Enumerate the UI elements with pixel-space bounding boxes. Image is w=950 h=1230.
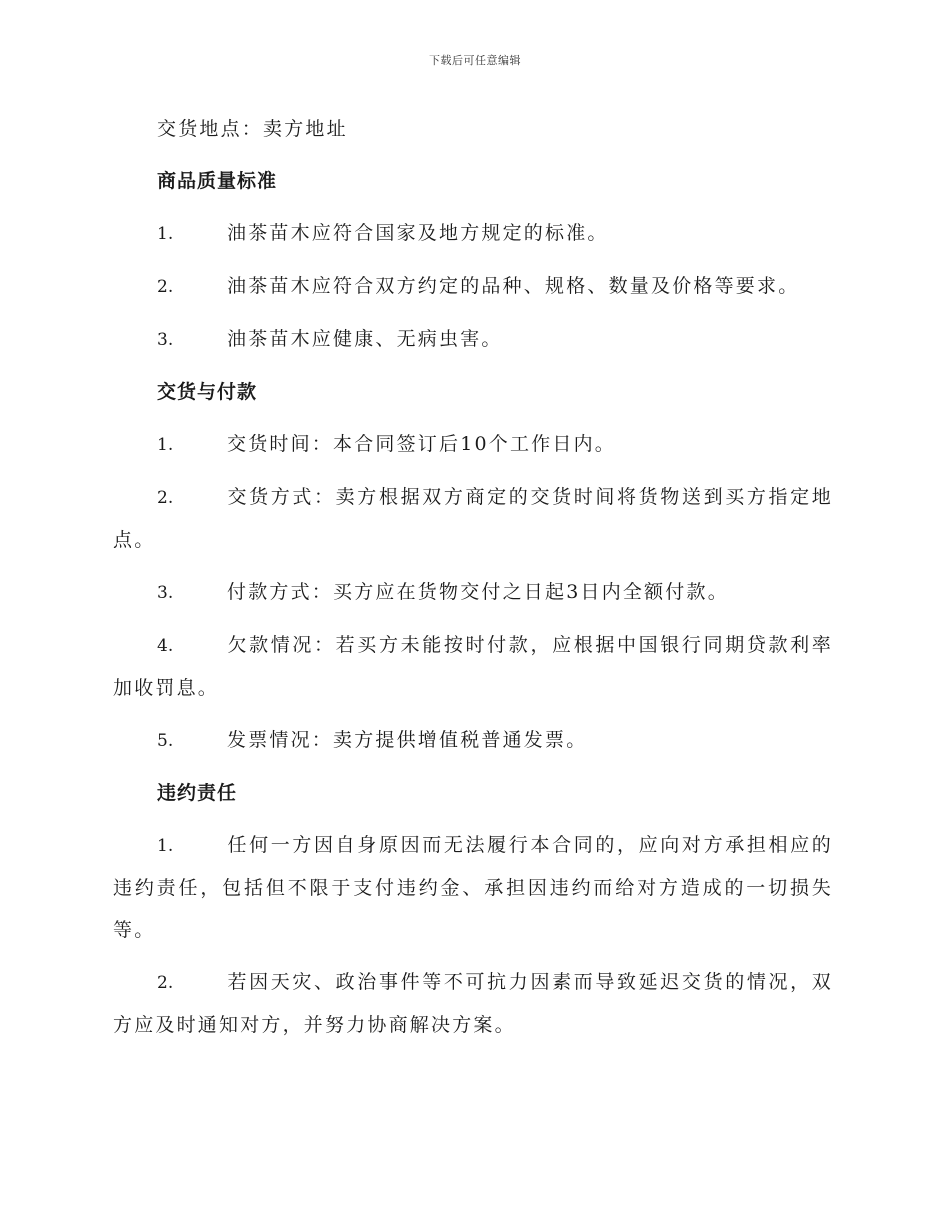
item-number: 4. [157,636,174,656]
item-text: 付款方式：买方应在货物交付之日起3日内全额付款。 [227,581,729,603]
quality-item-1 [113,212,833,255]
section-title-liability: 违约责任 [157,782,238,804]
item-number: 2. [157,488,174,508]
section-title-delivery-payment: 交货与付款 [157,381,258,403]
document-body [113,108,833,1056]
delivery-item-4 [113,624,833,709]
item-text: 油茶苗木应符合国家及地方规定的标准。 [227,222,609,244]
item-text: 任何一方因自身原因而无法履行本合同的，应向对方承担相应的违约责任，包括但不限于支付违约金、承担因违约而给对方造成的一切损失等。 [113,834,833,941]
delivery-item-2 [113,476,833,561]
item-text: 油茶苗木应符合双方约定的品种、规格、数量及价格等要求。 [227,275,800,297]
item-text: 交货方式：卖方根据双方商定的交货时间将货物送到买方指定地点。 [113,486,833,551]
item-number: 5. [157,731,174,751]
item-text: 发票情况：卖方提供增值税普通发票。 [227,729,588,751]
item-number: 2. [157,973,174,993]
page-header: 下载后可任意编辑 [429,54,521,67]
item-number: 1. [157,435,174,455]
item-text: 交货时间：本合同签订后10个工作日内。 [227,433,616,455]
item-number: 1. [157,224,174,244]
liability-item-2 [113,961,833,1046]
liability-item-1 [113,824,833,951]
delivery-item-3 [113,571,833,614]
item-number: 1. [157,836,174,856]
delivery-location-line: 交货地点：卖方地址 [157,118,348,140]
section-title-quality: 商品质量标准 [157,170,278,192]
item-number: 3. [157,583,174,603]
quality-item-3 [113,318,833,361]
item-text: 油茶苗木应健康、无病虫害。 [227,328,503,350]
quality-item-2 [113,265,833,308]
item-text: 若因天灾、政治事件等不可抗力因素而导致延迟交货的情况，双方应及时通知对方，并努力协商解决方案。 [113,971,833,1036]
delivery-item-1 [113,423,833,466]
item-number: 2. [157,277,174,297]
item-number: 3. [157,330,174,350]
item-text: 欠款情况：若买方未能按时付款，应根据中国银行同期贷款利率加收罚息。 [113,634,833,699]
delivery-item-5 [113,719,833,762]
